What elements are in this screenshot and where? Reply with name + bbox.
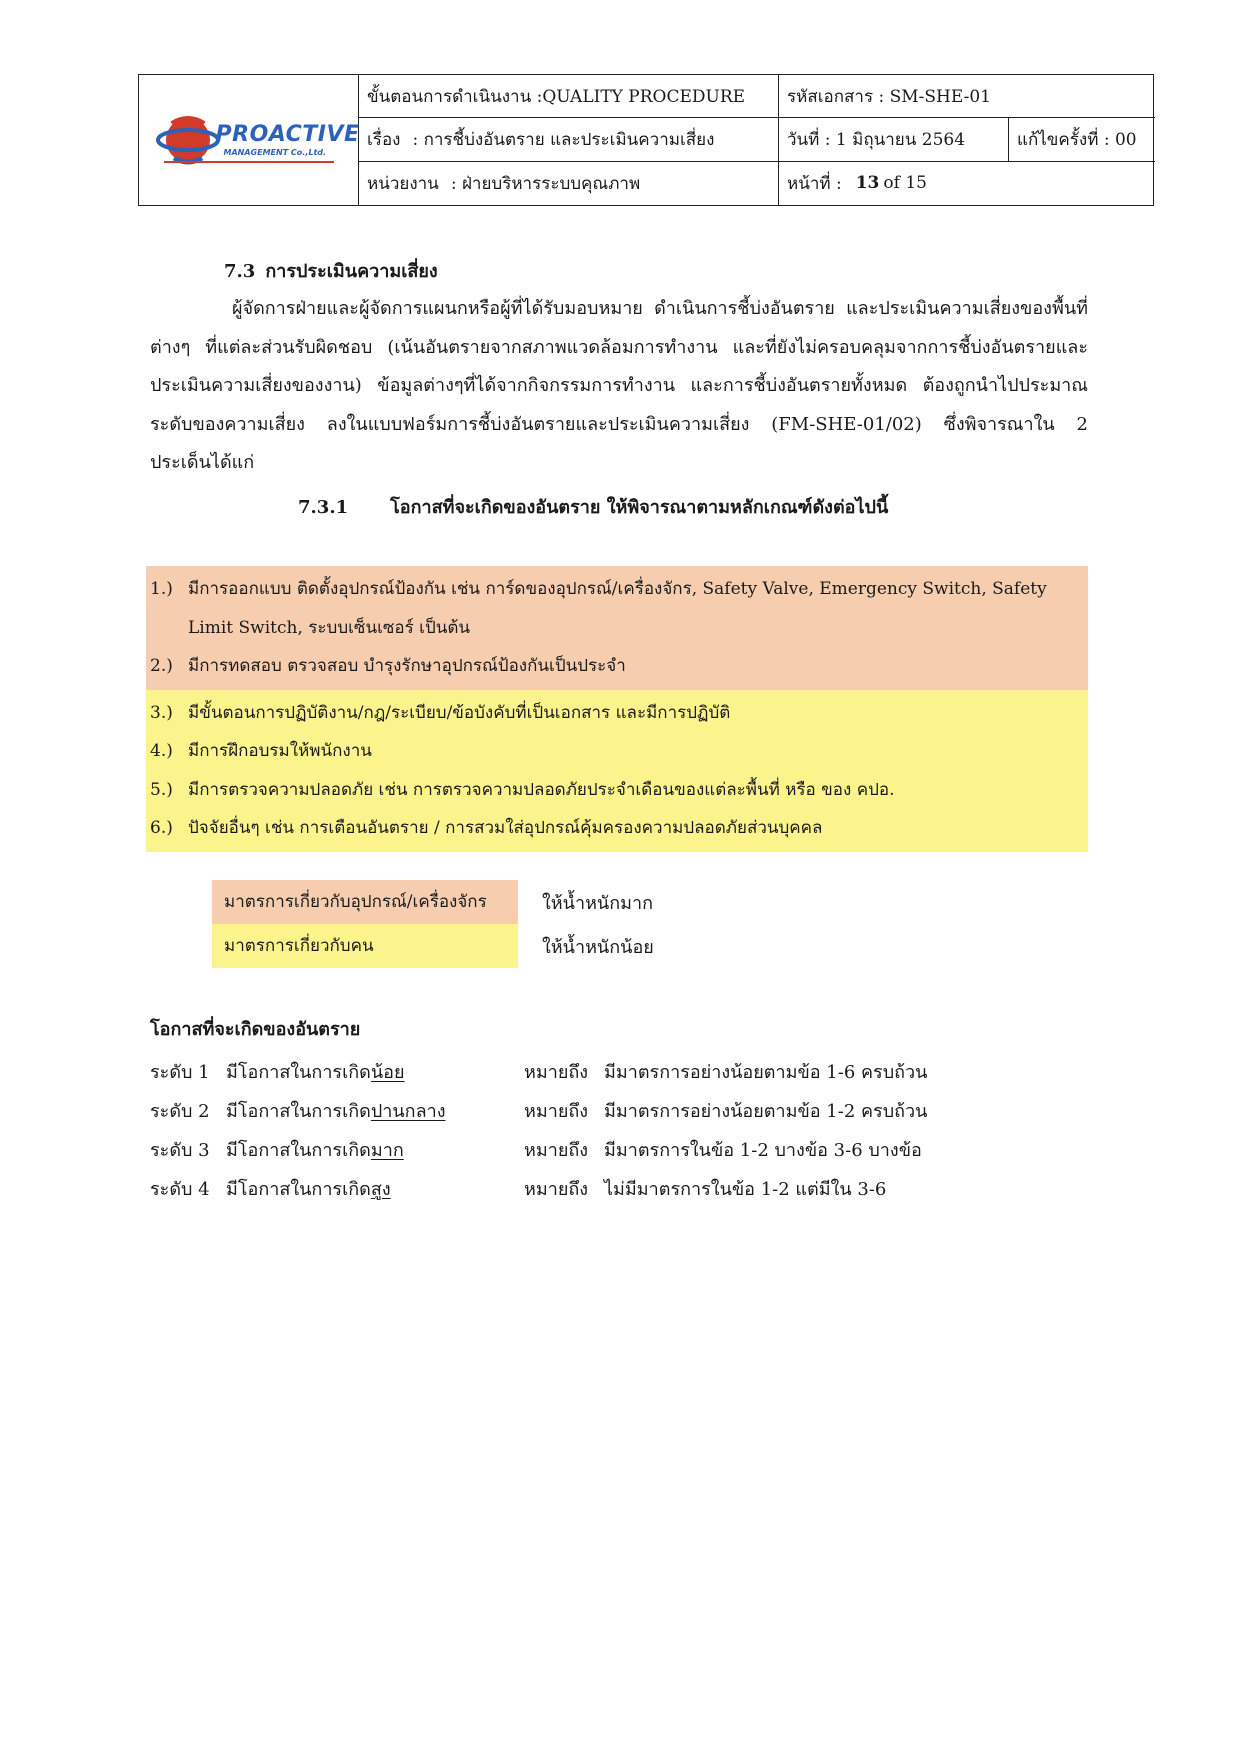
likelihood-keyword: น้อย [370, 1062, 405, 1083]
legend-row-people [212, 924, 654, 968]
section-title-text: การประเมินความเสี่ยง [265, 261, 438, 282]
legend-label: มาตรการเกี่ยวกับคน [212, 924, 518, 968]
list-item [146, 694, 1088, 733]
page-label: หน้าที่ : [787, 173, 842, 194]
revision-cell [1009, 118, 1155, 161]
likelihood-meaning: มีมาตรการในข้อ 1-2 บางข้อ 3-6 บางข้อ [604, 1140, 922, 1161]
likelihood-means: หมายถึง [524, 1179, 589, 1200]
likelihood-means: หมายถึง [524, 1101, 589, 1122]
likelihood-label [226, 1096, 524, 1125]
list-item [146, 732, 1088, 771]
legend-label: มาตรการเกี่ยวกับอุปกรณ์/เครื่องจักร [212, 880, 518, 924]
legend-description: ให้น้ำหนักน้อย [542, 936, 654, 958]
equipment-measures-block [146, 566, 1088, 690]
logo-subtext: MANAGEMENT Co.,Ltd. [223, 147, 327, 157]
department-label: หน่วยงาน [367, 173, 439, 194]
measures-list [146, 566, 1088, 852]
legend-description: ให้น้ำหนักมาก [542, 892, 654, 914]
weight-legend [212, 880, 654, 968]
likelihood-level: ระดับ 1 [150, 1062, 210, 1083]
list-item [146, 570, 1088, 647]
list-item-number: 1.) [150, 579, 173, 599]
list-item-number: 5.) [150, 779, 173, 800]
likelihood-meaning: มีมาตรการอย่างน้อยตามข้อ 1-6 ครบถ้วน [604, 1062, 928, 1083]
section-paragraph: ผู้จัดการฝ่ายและผู้จัดการแผนกหรือผู้ที่ได้รับมอบหมาย ดำเนินการชี้บ่งอันตราย และประเมินความเสี่ยงของพื้นที่ต่างๆ ที่แต่ละส่วนรับผิดชอบ (เน้นอันตรายจากสภาพแวดล้อมการทำงาน และที่ยังไม่ครอบคลุมจากการชี้บ่งอันตรายและประเมินความเสี่ยงของงาน) ข้อมูลต่างๆที่ได้จากกิจกรรมการทำงาน และการชี้บ่งอันตรายทั้งหมด ต้องถูกนำไปประมาณระดับของความเสี่ยง ลงในแบบฟอร์มการชี้บ่งอันตรายและประเมินความเสี่ยง (FM-SHE-01/02) ซึ่งพิจารณาใน 2 ประเด็นได้แก่ [150, 298, 1088, 473]
likelihood-keyword: สูง [370, 1179, 391, 1200]
likelihood-keyword: ปานกลาง [370, 1101, 446, 1122]
subsection-title-text: โอกาสที่จะเกิดของอันตราย ให้พิจารณาตามหลักเกณฑ์ดังต่อไปนี้ [390, 497, 889, 518]
likelihood-row [150, 1091, 927, 1130]
date-cell [779, 118, 1009, 161]
likelihood-label [226, 1057, 524, 1086]
likelihood-means: หมายถึง [524, 1140, 589, 1161]
subject-value: : การชี้บ่งอันตราย และประเมินความเสี่ยง [412, 129, 715, 150]
likelihood-label [226, 1174, 524, 1203]
people-measures-block [146, 690, 1088, 852]
list-item-number: 2.) [150, 656, 173, 676]
likelihood-prefix: มีโอกาสในการเกิด [226, 1140, 371, 1161]
page-cell [779, 162, 1155, 205]
department-cell [359, 162, 779, 205]
revision-label: แก้ไขครั้งที่ : 00 [1017, 129, 1137, 150]
section-title [224, 256, 438, 285]
likelihood-level: ระดับ 2 [150, 1101, 210, 1122]
list-item [146, 647, 1088, 686]
subject-label: เรื่อง [367, 129, 401, 150]
likelihood-row [150, 1130, 927, 1169]
page-of: of 15 [883, 173, 927, 194]
likelihood-title: โอกาสที่จะเกิดของอันตราย [150, 1019, 361, 1040]
list-item-text: มีขั้นตอนการปฏิบัติงาน/กฎ/ระเบียบ/ข้อบังคับที่เป็นเอกสาร และมีการปฏิบัติ [188, 702, 731, 723]
likelihood-prefix: มีโอกาสในการเกิด [226, 1101, 371, 1122]
likelihood-prefix: มีโอกาสในการเกิด [226, 1179, 371, 1200]
likelihood-level: ระดับ 3 [150, 1140, 210, 1161]
section-number: 7.3 [224, 261, 256, 282]
list-item-text: มีการตรวจความปลอดภัย เช่น การตรวจความปลอดภัยประจำเดือนของแต่ละพื้นที่ หรือ ของ คปอ. [188, 779, 895, 800]
list-item-text: มีการทดสอบ ตรวจสอบ บำรุงรักษาอุปกรณ์ป้องกันเป็นประจำ [188, 656, 626, 676]
subsection-title [298, 492, 888, 521]
doc-code-cell [779, 75, 1155, 118]
document-header-table [138, 74, 1154, 206]
doc-code-label: รหัสเอกสาร : SM-SHE-01 [787, 86, 991, 107]
department-value: : ฝ่ายบริหารระบบคุณภาพ [450, 173, 641, 194]
list-item-number: 4.) [150, 741, 173, 761]
likelihood-prefix: มีโอกาสในการเกิด [226, 1062, 371, 1083]
subject-cell [359, 118, 779, 161]
likelihood-meaning: มีมาตรการอย่างน้อยตามข้อ 1-2 ครบถ้วน [604, 1101, 928, 1122]
logo-wordmark: PROACTIVE [215, 121, 360, 147]
list-item-number: 6.) [150, 818, 173, 838]
likelihood-meaning: ไม่มีมาตรการในข้อ 1-2 แต่มีใน 3-6 [604, 1179, 887, 1200]
legend-row-equipment [212, 880, 654, 924]
list-item [146, 809, 1088, 848]
date-label: วันที่ : 1 มิถุนายน 2564 [787, 129, 966, 150]
likelihood-means: หมายถึง [524, 1062, 589, 1083]
list-item [146, 771, 1088, 810]
likelihood-levels [150, 1052, 927, 1208]
list-item-text: ปัจจัยอื่นๆ เช่น การเตือนอันตราย / การสวมใส่อุปกรณ์คุ้มครองความปลอดภัยส่วนบุคคล [188, 818, 823, 838]
company-logo [139, 75, 359, 205]
likelihood-row [150, 1052, 927, 1091]
likelihood-row [150, 1169, 927, 1208]
list-item-text: มีการฝึกอบรมให้พนักงาน [188, 741, 372, 761]
page-number: 13 [855, 173, 880, 194]
likelihood-level: ระดับ 4 [150, 1179, 210, 1200]
likelihood-keyword: มาก [370, 1140, 404, 1161]
subsection-number: 7.3.1 [298, 497, 349, 518]
list-item-text: มีการออกแบบ ติดตั้งอุปกรณ์ป้องกัน เช่น การ์ดของอุปกรณ์/เครื่องจักร, Safety Valve, Emergency Switch, Safety Limit Switch, ระบบเซ็นเซอร์ เป็นต้น [188, 579, 1047, 638]
procedure-label: ขั้นตอนการดำเนินงาน :QUALITY PROCEDURE [367, 86, 746, 107]
likelihood-label [226, 1135, 524, 1164]
procedure-cell [359, 75, 779, 118]
list-item-number: 3.) [150, 702, 173, 723]
